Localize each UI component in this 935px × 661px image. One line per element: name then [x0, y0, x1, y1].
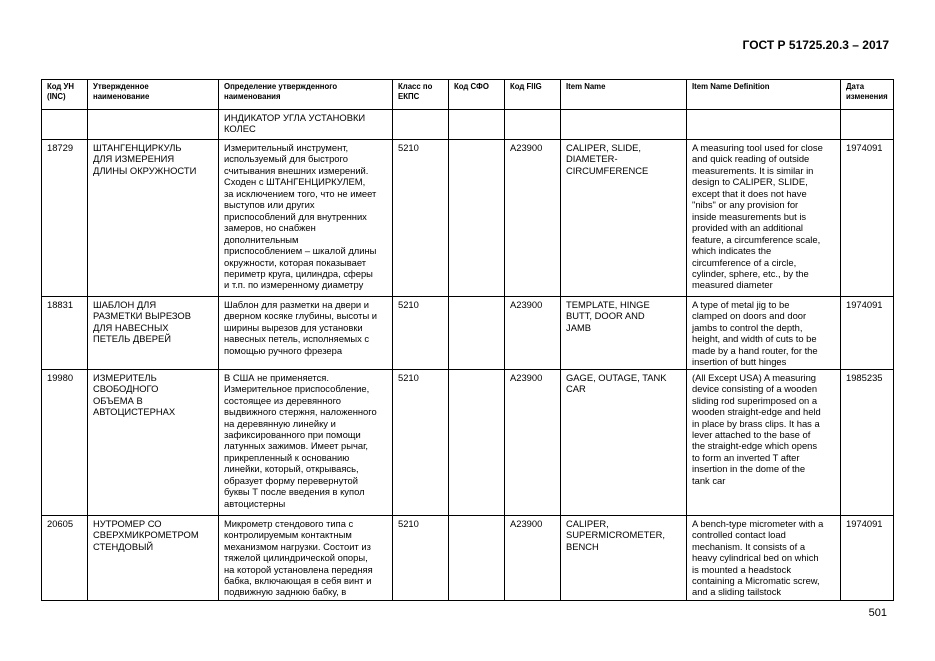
cell-inc: 19980: [42, 369, 88, 515]
column-header-sfo: Код СФО: [449, 80, 505, 110]
table-row: [42, 297, 894, 370]
table-row: [42, 140, 894, 297]
column-header-item-definition: Item Name Definition: [687, 80, 841, 110]
cell-item-definition: A type of metal jig to be clamped on doors and door jambs to control the depth, height, and width of cuts to be made by a hand router, for the insertion of butt hinges: [687, 297, 841, 370]
cell-sfo: [449, 297, 505, 370]
nomenclature-table: [41, 79, 894, 601]
cell-sfo: [449, 369, 505, 515]
cell-inc: [42, 110, 88, 140]
cell-class: 5210: [393, 297, 449, 370]
cell-name-ru: ШТАНГЕНЦИРКУЛЬ ДЛЯ ИЗМЕРЕНИЯ ДЛИНЫ ОКРУЖНОСТИ: [88, 140, 219, 297]
cell-definition-ru: Шаблон для разметки на двери и дверном косяке глубины, высоты и ширины вырезов для установки навесных петель, исполняемых с помощью ручного фрезера: [219, 297, 393, 370]
column-header-name-definition-ru: Определение утвержденного наименования: [219, 80, 393, 110]
cell-name-ru: [88, 110, 219, 140]
table-header-row: [42, 80, 894, 110]
cell-inc: 18729: [42, 140, 88, 297]
cell-date: 1974091: [841, 297, 894, 370]
cell-item-name: GAGE, OUTAGE, TANK CAR: [561, 369, 687, 515]
cell-item-definition: (All Except USA) A measuring device consisting of a wooden sliding rod superimposed on a wooden straight-edge and held in place by brass clips. It has a lever attached to the base of the straight-edge which opens to form an inverted T after insertion in the dome of the tank car: [687, 369, 841, 515]
column-header-fiig: Код FIIG: [505, 80, 561, 110]
column-header-class: Класс по ЕКПС: [393, 80, 449, 110]
cell-date: 1985235: [841, 369, 894, 515]
cell-item-name: CALIPER, SLIDE, DIAMETER- CIRCUMFERENCE: [561, 140, 687, 297]
cell-definition-ru: ИНДИКАТОР УГЛА УСТАНОВКИ КОЛЕС: [219, 110, 393, 140]
cell-name-ru: ШАБЛОН ДЛЯ РАЗМЕТКИ ВЫРЕЗОВ ДЛЯ НАВЕСНЫХ ПЕТЕЛЬ ДВЕРЕЙ: [88, 297, 219, 370]
cell-sfo: [449, 140, 505, 297]
cell-fiig: A23900: [505, 515, 561, 600]
cell-name-ru: ИЗМЕРИТЕЛЬ СВОБОДНОГО ОБЪЕМА В АВТОЦИСТЕРНАХ: [88, 369, 219, 515]
cell-sfo: [449, 515, 505, 600]
table-row: [42, 369, 894, 515]
cell-class: [393, 110, 449, 140]
cell-fiig: [505, 110, 561, 140]
column-header-approved-name: Утвержденное наименование: [88, 80, 219, 110]
cell-sfo: [449, 110, 505, 140]
column-header-item-name: Item Name: [561, 80, 687, 110]
cell-fiig: A23900: [505, 297, 561, 370]
cell-inc: 20605: [42, 515, 88, 600]
cell-definition-ru: В США не применяется. Измерительное приспособление, состоящее из деревянного выдвижного стержня, наложенного на деревянную линейку и зафиксированного при помощи латунных зажимов. Имеет рычаг, прикрепленный к основанию линейки, который, открываясь, образует форму перевернутой буквы Т после введения в купол автоцистерны: [219, 369, 393, 515]
cell-item-definition: A bench-type micrometer with a controlled contact load mechanism. It consists of a heavy cylindrical bed on which is mounted a headstock containing a Micromatic screw, and a sliding tailstock: [687, 515, 841, 600]
cell-item-definition: A measuring tool used for close and quick reading of outside measurements. It is similar in design to CALIPER, SLIDE, except that it does not have "nibs" or any provision for inside measurements but is provided with an additional feature, a circumference scale, which indicates the circumference of a circle, cylinder, sphere, etc., by the measured diameter: [687, 140, 841, 297]
cell-class: 5210: [393, 140, 449, 297]
cell-definition-ru: Микрометр стендового типа с контролируемым контактным механизмом нагрузки. Состоит из тяжелой цилиндрической опоры, на которой установлена передняя бабка, включающая в себя винт и подвижную заднюю бабку, в: [219, 515, 393, 600]
table-row: [42, 515, 894, 600]
cell-item-name: [561, 110, 687, 140]
cell-inc: 18831: [42, 297, 88, 370]
cell-fiig: A23900: [505, 140, 561, 297]
cell-item-name: TEMPLATE, HINGE BUTT, DOOR AND JAMB: [561, 297, 687, 370]
cell-date: 1974091: [841, 515, 894, 600]
column-header-change-date: Дата изменения: [841, 80, 894, 110]
cell-class: 5210: [393, 515, 449, 600]
cell-date: 1974091: [841, 140, 894, 297]
page-number: 501: [868, 607, 887, 619]
cell-date: [841, 110, 894, 140]
cell-item-name: CALIPER, SUPERMICROMETER, BENCH: [561, 515, 687, 600]
column-header-inc: Код УН (INC): [42, 80, 88, 110]
document-code: ГОСТ Р 51725.20.3 – 2017: [742, 38, 889, 52]
cell-fiig: A23900: [505, 369, 561, 515]
cell-item-definition: [687, 110, 841, 140]
table-row: [42, 110, 894, 140]
cell-definition-ru: Измерительный инструмент, используемый для быстрого считывания внешних измерений. Сходен с ШТАНГЕНЦИРКУЛЕМ, за исключением того, что не имеет выступов или других приспособлений для внутренних замеров, но снабжен дополнительным приспособлением – шкалой длины окружности, которая показывает периметр круга, цилиндра, сферы и т.п. по измеренному диаметру: [219, 140, 393, 297]
cell-name-ru: НУТРОМЕР СО СВЕРХМИКРОМЕТРОМ СТЕНДОВЫЙ: [88, 515, 219, 600]
cell-class: 5210: [393, 369, 449, 515]
